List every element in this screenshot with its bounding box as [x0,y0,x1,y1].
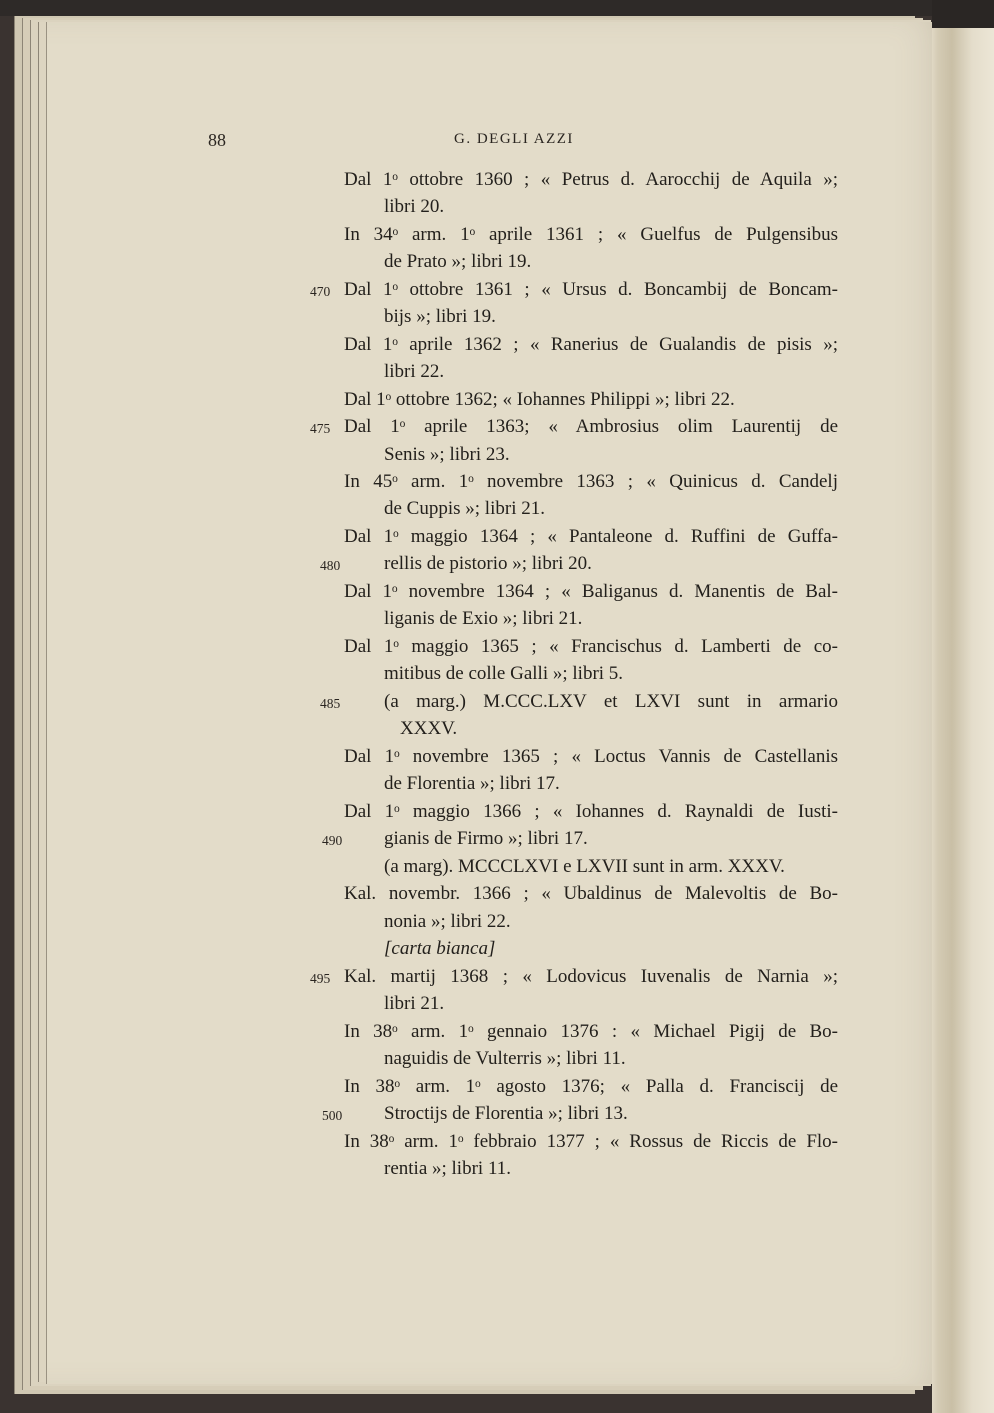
margin-note-line: (a marg.) M.CCC.LXV et LXVI sunt in armario [384,691,838,712]
text-line: XXXV. [400,718,458,739]
text-line: Dal 1ᵒ aprile 1363; « Ambrosius olim Laurentij de [344,416,838,437]
line-number: 490 [322,833,343,848]
text-line: de Prato »; libri 19. [384,251,532,272]
blank-sheet-note: [carta bianca] [384,938,496,959]
text-line: nonia »; libri 22. [384,911,511,932]
text-line: In 45ᵒ arm. 1ᵒ novembre 1363 ; « Quinicus d. Candelj [344,471,838,492]
text-line: Dal 1ᵒ ottobre 1360 ; « Petrus d. Aarocchij de Aquila »; [344,169,838,190]
text-line: In 38ᵒ arm. 1ᵒ agosto 1376; « Palla d. Franciscij de [344,1076,838,1097]
margin-note-line: (a marg). MCCCLXVI e LXVII sunt in arm. XXXV. [384,856,785,877]
text-line: Dal 1ᵒ aprile 1362 ; « Ranerius de Gualandis de pisis »; [344,334,838,355]
running-title: G. DEGLI AZZI [454,131,574,147]
text-line: gianis de Firmo »; libri 17. [384,828,588,849]
text-line: Dal 1ᵒ novembre 1365 ; « Loctus Vannis de Castellanis [344,746,838,767]
text-line: libri 21. [384,993,445,1014]
line-number: 485 [320,696,341,711]
text-line: In 38ᵒ arm. 1ᵒ gennaio 1376 : « Michael Pigij de Bo- [344,1021,838,1042]
text-line: libri 20. [384,196,445,217]
line-number: 495 [310,971,331,986]
text-line: de Florentia »; libri 17. [384,773,560,794]
text-line: Kal. martij 1368 ; « Lodovicus Iuvenalis de Narnia »; [344,966,838,987]
text-line: Stroctijs de Florentia »; libri 13. [384,1103,628,1124]
text-line: Dal 1ᵒ novembre 1364 ; « Baliganus d. Manentis de Bal- [344,581,838,602]
text-line: bijs »; libri 19. [384,306,496,327]
text-line: rellis de pistorio »; libri 20. [384,553,592,574]
text-line: rentia »; libri 11. [384,1158,511,1179]
line-number: 475 [310,421,331,436]
text-line: Dal 1ᵒ maggio 1364 ; « Pantaleone d. Ruffini de Guffa- [344,526,838,547]
text-line: de Cuppis »; libri 21. [384,498,545,519]
text-line: In 34ᵒ arm. 1ᵒ aprile 1361 ; « Guelfus de Pulgensibus [344,224,838,245]
line-number: 500 [322,1108,343,1123]
text-line: Dal 1ᵒ maggio 1366 ; « Iohannes d. Raynaldi de Iusti- [344,801,838,822]
text-line: mitibus de colle Galli »; libri 5. [384,663,624,684]
text-line: Kal. novembr. 1366 ; « Ubaldinus de Malevoltis de Bo- [344,883,838,904]
text-line: liganis de Exio »; libri 21. [384,608,583,629]
book-gutter [932,0,994,1413]
text-line: libri 22. [384,361,445,382]
text-line: Dal 1ᵒ ottobre 1361 ; « Ursus d. Boncambij de Boncam- [344,279,838,300]
text-line: naguidis de Vulterris »; libri 11. [384,1048,626,1069]
page-number: 88 [208,130,226,150]
text-line: In 38ᵒ arm. 1ᵒ febbraio 1377 ; « Rossus de Riccis de Flo- [344,1131,838,1152]
text-line: Senis »; libri 23. [384,444,510,465]
scan-corner [932,0,994,28]
text-line: Dal 1ᵒ ottobre 1362; « Iohannes Philippi »; libri 22. [344,389,735,410]
scan-top-border [0,0,994,16]
line-number: 480 [320,558,341,573]
line-number: 470 [310,284,331,299]
text-line: Dal 1ᵒ maggio 1365 ; « Francischus d. Lamberti de co- [344,636,838,657]
